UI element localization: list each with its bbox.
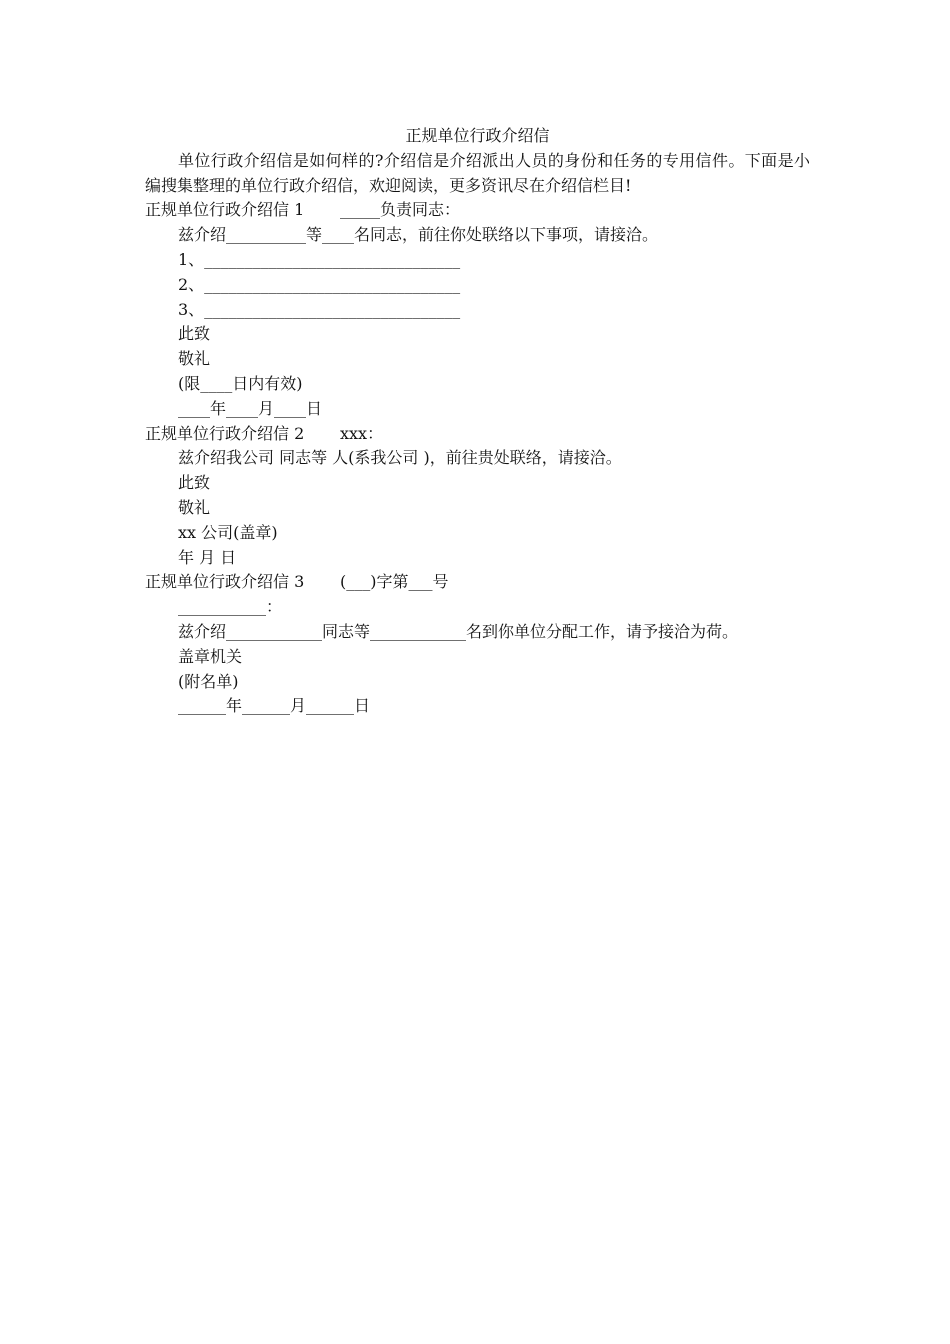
letter-3-reference-number: (___)字第___号 [340,572,449,592]
letter-3-heading-row [145,570,810,595]
document-page [145,124,810,719]
intro-paragraph: 单位行政介绍信是如何样的?介绍信是介绍派出人员的身份和任务的专用信件。下面是小编搜集整理的单位行政介绍信，欢迎阅读，更多资讯尽在介绍信栏目! [145,150,810,195]
letter-2-heading: 正规单位行政介绍信 2 [145,423,305,443]
letter-1-body-line: 兹介绍__________等____名同志，前往你处联络以下事项，请接洽。 [178,225,659,245]
letter-3-body-line: 兹介绍____________同志等____________名到你单位分配工作，请予接洽为荷。 [178,621,739,641]
letter-1-heading: 正规单位行政介绍信 1 [145,200,305,220]
letter-1-addressee: _____负责同志： [340,200,461,220]
letter-1-validity: (限____日内有效) [178,373,303,393]
letter-1-item-3: 3、________________________________ [178,299,461,319]
letter-2-heading-row [145,422,810,447]
document-title: 正规单位行政介绍信 [405,126,550,145]
letter-1-heading-row [145,198,810,223]
letter-3-addressee: ___________： [178,597,283,617]
letter-2-salute: 敬礼 [178,497,211,517]
letter-2-addressee: xxx： [340,423,384,443]
letter-1-date: ____年____月____日 [178,398,323,418]
letter-2-signature: xx 公司(盖章) [178,522,278,542]
letter-2-closing: 此致 [178,473,211,493]
letter-3-heading: 正规单位行政介绍信 3 [145,572,305,592]
letter-3-date: ______年______月______日 [178,696,371,716]
letter-1-item-1: 1、________________________________ [178,249,461,269]
letter-2-body-line: 兹介绍我公司 同志等 人(系我公司 )，前往贵处联络，请接洽。 [178,448,622,468]
letter-1-salute: 敬礼 [178,349,211,369]
letter-2-date: 年 月 日 [178,547,237,567]
letter-1-closing: 此致 [178,324,211,344]
letter-3-issuer: 盖章机关 [178,646,243,666]
letter-1-item-2: 2、________________________________ [178,274,461,294]
letter-3-attachment: (附名单) [178,671,239,691]
